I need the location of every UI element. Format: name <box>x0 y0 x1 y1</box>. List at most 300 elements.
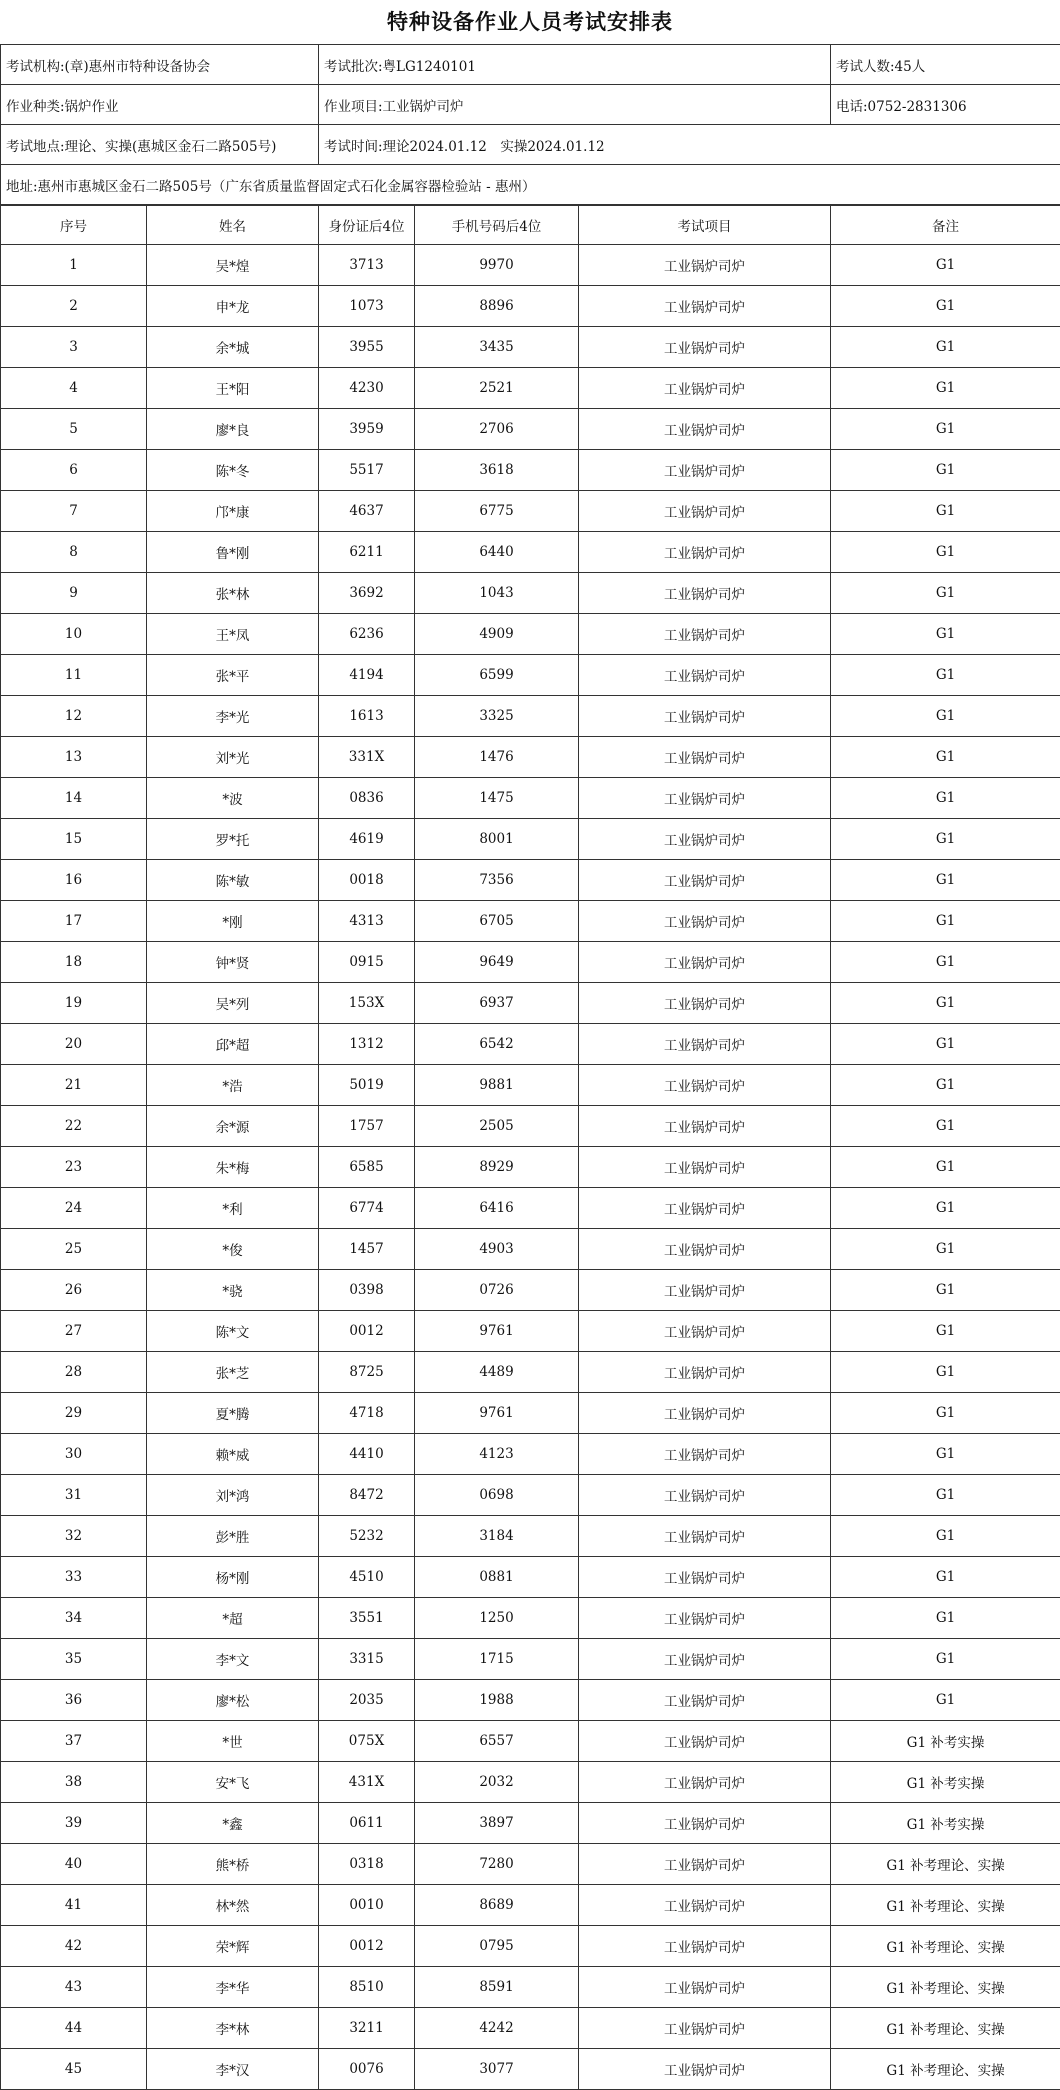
cell-name: 邝*康 <box>147 491 319 532</box>
table-row <box>1 614 1060 655</box>
cell-remarks: G1 <box>831 491 1060 532</box>
cell-id-last4: 2035 <box>319 1680 415 1721</box>
cell-name: 李*文 <box>147 1639 319 1680</box>
cell-index: 31 <box>1 1475 147 1516</box>
cell-remarks: G1 <box>831 1434 1060 1475</box>
cell-name: 陈*冬 <box>147 450 319 491</box>
cell-exam-project: 工业锅炉司炉 <box>579 573 831 614</box>
cell-id-last4: 6236 <box>319 614 415 655</box>
cell-remarks: G1 补考理论、实操 <box>831 2008 1060 2049</box>
cell-index: 16 <box>1 860 147 901</box>
cell-index: 12 <box>1 696 147 737</box>
cell-name: 张*平 <box>147 655 319 696</box>
table-row <box>1 327 1060 368</box>
cell-exam-project: 工业锅炉司炉 <box>579 1393 831 1434</box>
cell-phone-last4: 4903 <box>415 1229 579 1270</box>
cell-name: 罗*托 <box>147 819 319 860</box>
exam-time: 考试时间:理论2024.01.12 实操2024.01.12 <box>319 125 1060 165</box>
exam-location: 考试地点:理论、实操(惠城区金石二路505号) <box>1 125 319 165</box>
cell-id-last4: 4510 <box>319 1557 415 1598</box>
cell-index: 25 <box>1 1229 147 1270</box>
table-row <box>1 1188 1060 1229</box>
table-row <box>1 983 1060 1024</box>
cell-index: 4 <box>1 368 147 409</box>
info-row <box>1 85 1060 125</box>
cell-remarks: G1 补考理论、实操 <box>831 1885 1060 1926</box>
cell-exam-project: 工业锅炉司炉 <box>579 1680 831 1721</box>
cell-index: 6 <box>1 450 147 491</box>
cell-exam-project: 工业锅炉司炉 <box>579 860 831 901</box>
cell-id-last4: 0012 <box>319 1926 415 1967</box>
cell-exam-project: 工业锅炉司炉 <box>579 491 831 532</box>
contact-phone: 电话:0752-2831306 <box>831 85 1060 125</box>
table-row <box>1 1024 1060 1065</box>
cell-index: 43 <box>1 1967 147 2008</box>
cell-id-last4: 0010 <box>319 1885 415 1926</box>
cell-index: 19 <box>1 983 147 1024</box>
cell-remarks: G1 <box>831 860 1060 901</box>
cell-exam-project: 工业锅炉司炉 <box>579 1721 831 1762</box>
cell-name: *超 <box>147 1598 319 1639</box>
cell-exam-project: 工业锅炉司炉 <box>579 450 831 491</box>
cell-name: 李*汉 <box>147 2049 319 2090</box>
table-row <box>1 245 1060 286</box>
cell-phone-last4: 6440 <box>415 532 579 573</box>
cell-id-last4: 1312 <box>319 1024 415 1065</box>
cell-exam-project: 工业锅炉司炉 <box>579 1967 831 2008</box>
cell-name: 张*芝 <box>147 1352 319 1393</box>
table-row <box>1 1311 1060 1352</box>
cell-name: *利 <box>147 1188 319 1229</box>
cell-name: *波 <box>147 778 319 819</box>
cell-phone-last4: 3897 <box>415 1803 579 1844</box>
cell-index: 5 <box>1 409 147 450</box>
exam-info-table <box>0 44 1060 205</box>
cell-phone-last4: 0698 <box>415 1475 579 1516</box>
cell-phone-last4: 3618 <box>415 450 579 491</box>
cell-name: 王*凤 <box>147 614 319 655</box>
cell-index: 38 <box>1 1762 147 1803</box>
cell-remarks: G1 <box>831 532 1060 573</box>
table-row <box>1 860 1060 901</box>
cell-name: *鑫 <box>147 1803 319 1844</box>
cell-index: 34 <box>1 1598 147 1639</box>
cell-index: 32 <box>1 1516 147 1557</box>
cell-index: 14 <box>1 778 147 819</box>
table-row <box>1 1557 1060 1598</box>
table-row <box>1 409 1060 450</box>
cell-id-last4: 0836 <box>319 778 415 819</box>
cell-remarks: G1 <box>831 368 1060 409</box>
cell-remarks: G1 <box>831 983 1060 1024</box>
table-row <box>1 778 1060 819</box>
cell-exam-project: 工业锅炉司炉 <box>579 819 831 860</box>
cell-exam-project: 工业锅炉司炉 <box>579 901 831 942</box>
cell-phone-last4: 3435 <box>415 327 579 368</box>
cell-exam-project: 工业锅炉司炉 <box>579 655 831 696</box>
cell-phone-last4: 9649 <box>415 942 579 983</box>
cell-phone-last4: 6542 <box>415 1024 579 1065</box>
cell-exam-project: 工业锅炉司炉 <box>579 614 831 655</box>
cell-exam-project: 工业锅炉司炉 <box>579 1844 831 1885</box>
table-row <box>1 1434 1060 1475</box>
cell-index: 3 <box>1 327 147 368</box>
table-row <box>1 1065 1060 1106</box>
cell-remarks: G1 <box>831 1024 1060 1065</box>
cell-phone-last4: 1043 <box>415 573 579 614</box>
cell-phone-last4: 0795 <box>415 1926 579 1967</box>
exam-address: 地址:惠州市惠城区金石二路505号（广东省质量监督固定式石化金属容器检验站 - 惠州） <box>1 165 1060 205</box>
table-row <box>1 491 1060 532</box>
cell-remarks: G1 补考理论、实操 <box>831 1926 1060 1967</box>
exam-institution: 考试机构:(章)惠州市特种设备协会 <box>1 45 319 85</box>
cell-phone-last4: 0726 <box>415 1270 579 1311</box>
cell-name: 陈*文 <box>147 1311 319 1352</box>
table-row <box>1 1229 1060 1270</box>
cell-index: 42 <box>1 1926 147 1967</box>
table-row <box>1 1967 1060 2008</box>
cell-phone-last4: 3325 <box>415 696 579 737</box>
cell-phone-last4: 8591 <box>415 1967 579 2008</box>
cell-remarks: G1 <box>831 1229 1060 1270</box>
cell-index: 45 <box>1 2049 147 2090</box>
cell-remarks: G1 <box>831 655 1060 696</box>
cell-phone-last4: 6775 <box>415 491 579 532</box>
cell-remarks: G1 <box>831 819 1060 860</box>
info-row <box>1 45 1060 85</box>
cell-phone-last4: 4242 <box>415 2008 579 2049</box>
cell-name: *骁 <box>147 1270 319 1311</box>
cell-phone-last4: 0881 <box>415 1557 579 1598</box>
cell-exam-project: 工业锅炉司炉 <box>579 1639 831 1680</box>
cell-id-last4: 3713 <box>319 245 415 286</box>
cell-remarks: G1 补考实操 <box>831 1762 1060 1803</box>
cell-exam-project: 工业锅炉司炉 <box>579 737 831 778</box>
cell-name: 陈*敏 <box>147 860 319 901</box>
column-header-id-last4: 身份证后4位 <box>319 206 415 245</box>
table-row <box>1 1885 1060 1926</box>
table-row <box>1 1475 1060 1516</box>
column-header-remarks: 备注 <box>831 206 1060 245</box>
cell-index: 36 <box>1 1680 147 1721</box>
table-row <box>1 1680 1060 1721</box>
cell-remarks: G1 <box>831 696 1060 737</box>
cell-phone-last4: 6705 <box>415 901 579 942</box>
cell-remarks: G1 补考理论、实操 <box>831 2049 1060 2090</box>
cell-exam-project: 工业锅炉司炉 <box>579 1598 831 1639</box>
cell-index: 27 <box>1 1311 147 1352</box>
cell-phone-last4: 1250 <box>415 1598 579 1639</box>
cell-id-last4: 4718 <box>319 1393 415 1434</box>
cell-index: 39 <box>1 1803 147 1844</box>
cell-exam-project: 工业锅炉司炉 <box>579 942 831 983</box>
cell-id-last4: 4194 <box>319 655 415 696</box>
cell-exam-project: 工业锅炉司炉 <box>579 1762 831 1803</box>
cell-id-last4: 0611 <box>319 1803 415 1844</box>
cell-remarks: G1 补考实操 <box>831 1721 1060 1762</box>
cell-remarks: G1 <box>831 1475 1060 1516</box>
cell-name: 余*源 <box>147 1106 319 1147</box>
cell-phone-last4: 9881 <box>415 1065 579 1106</box>
cell-id-last4: 6585 <box>319 1147 415 1188</box>
cell-id-last4: 6774 <box>319 1188 415 1229</box>
cell-index: 30 <box>1 1434 147 1475</box>
cell-exam-project: 工业锅炉司炉 <box>579 1024 831 1065</box>
cell-exam-project: 工业锅炉司炉 <box>579 532 831 573</box>
cell-phone-last4: 1988 <box>415 1680 579 1721</box>
cell-id-last4: 1613 <box>319 696 415 737</box>
cell-id-last4: 4410 <box>319 1434 415 1475</box>
cell-name: 钟*贤 <box>147 942 319 983</box>
cell-remarks: G1 <box>831 778 1060 819</box>
cell-index: 2 <box>1 286 147 327</box>
cell-index: 29 <box>1 1393 147 1434</box>
cell-remarks: G1 <box>831 450 1060 491</box>
cell-phone-last4: 9970 <box>415 245 579 286</box>
cell-phone-last4: 6937 <box>415 983 579 1024</box>
table-row <box>1 1516 1060 1557</box>
cell-name: 彭*胜 <box>147 1516 319 1557</box>
table-row <box>1 696 1060 737</box>
cell-phone-last4: 9761 <box>415 1311 579 1352</box>
cell-exam-project: 工业锅炉司炉 <box>579 368 831 409</box>
cell-exam-project: 工业锅炉司炉 <box>579 286 831 327</box>
cell-index: 13 <box>1 737 147 778</box>
cell-name: 余*城 <box>147 327 319 368</box>
cell-name: 张*林 <box>147 573 319 614</box>
cell-index: 33 <box>1 1557 147 1598</box>
info-row <box>1 165 1060 205</box>
cell-exam-project: 工业锅炉司炉 <box>579 983 831 1024</box>
cell-name: 申*龙 <box>147 286 319 327</box>
cell-name: 李*光 <box>147 696 319 737</box>
cell-name: 朱*梅 <box>147 1147 319 1188</box>
cell-remarks: G1 <box>831 901 1060 942</box>
cell-phone-last4: 6416 <box>415 1188 579 1229</box>
cell-phone-last4: 4489 <box>415 1352 579 1393</box>
cell-remarks: G1 <box>831 1639 1060 1680</box>
cell-exam-project: 工业锅炉司炉 <box>579 409 831 450</box>
cell-phone-last4: 9761 <box>415 1393 579 1434</box>
cell-index: 35 <box>1 1639 147 1680</box>
cell-id-last4: 4230 <box>319 368 415 409</box>
cell-index: 26 <box>1 1270 147 1311</box>
table-row <box>1 1803 1060 1844</box>
table-row <box>1 1844 1060 1885</box>
cell-exam-project: 工业锅炉司炉 <box>579 1352 831 1393</box>
table-row <box>1 1147 1060 1188</box>
cell-exam-project: 工业锅炉司炉 <box>579 2008 831 2049</box>
cell-exam-project: 工业锅炉司炉 <box>579 1270 831 1311</box>
cell-name: 邱*超 <box>147 1024 319 1065</box>
cell-index: 9 <box>1 573 147 614</box>
cell-phone-last4: 6599 <box>415 655 579 696</box>
cell-exam-project: 工业锅炉司炉 <box>579 1434 831 1475</box>
cell-exam-project: 工业锅炉司炉 <box>579 1803 831 1844</box>
cell-remarks: G1 <box>831 1270 1060 1311</box>
cell-phone-last4: 8896 <box>415 286 579 327</box>
work-project: 作业项目:工业锅炉司炉 <box>319 85 831 125</box>
cell-phone-last4: 4123 <box>415 1434 579 1475</box>
cell-remarks: G1 <box>831 573 1060 614</box>
cell-id-last4: 6211 <box>319 532 415 573</box>
cell-index: 44 <box>1 2008 147 2049</box>
cell-id-last4: 1073 <box>319 286 415 327</box>
cell-index: 28 <box>1 1352 147 1393</box>
cell-exam-project: 工业锅炉司炉 <box>579 1188 831 1229</box>
column-header-exam-project: 考试项目 <box>579 206 831 245</box>
cell-name: 李*华 <box>147 1967 319 2008</box>
cell-exam-project: 工业锅炉司炉 <box>579 1475 831 1516</box>
cell-remarks: G1 补考实操 <box>831 1803 1060 1844</box>
cell-id-last4: 3315 <box>319 1639 415 1680</box>
cell-phone-last4: 7356 <box>415 860 579 901</box>
cell-exam-project: 工业锅炉司炉 <box>579 2049 831 2090</box>
cell-phone-last4: 1476 <box>415 737 579 778</box>
cell-id-last4: 431X <box>319 1762 415 1803</box>
cell-id-last4: 8510 <box>319 1967 415 2008</box>
cell-exam-project: 工业锅炉司炉 <box>579 245 831 286</box>
table-row <box>1 286 1060 327</box>
table-row <box>1 901 1060 942</box>
column-header-index: 序号 <box>1 206 147 245</box>
cell-name: 刘*鸿 <box>147 1475 319 1516</box>
cell-name: *浩 <box>147 1065 319 1106</box>
cell-index: 7 <box>1 491 147 532</box>
cell-id-last4: 4637 <box>319 491 415 532</box>
cell-name: 刘*光 <box>147 737 319 778</box>
cell-exam-project: 工业锅炉司炉 <box>579 1147 831 1188</box>
cell-remarks: G1 <box>831 245 1060 286</box>
cell-remarks: G1 <box>831 1393 1060 1434</box>
cell-index: 24 <box>1 1188 147 1229</box>
cell-index: 11 <box>1 655 147 696</box>
cell-id-last4: 3959 <box>319 409 415 450</box>
cell-exam-project: 工业锅炉司炉 <box>579 1311 831 1352</box>
cell-phone-last4: 8689 <box>415 1885 579 1926</box>
cell-id-last4: 3211 <box>319 2008 415 2049</box>
cell-remarks: G1 <box>831 1680 1060 1721</box>
cell-remarks: G1 <box>831 327 1060 368</box>
table-row <box>1 655 1060 696</box>
work-type: 作业种类:锅炉作业 <box>1 85 319 125</box>
table-row <box>1 1926 1060 1967</box>
cell-index: 15 <box>1 819 147 860</box>
cell-index: 20 <box>1 1024 147 1065</box>
cell-remarks: G1 <box>831 1311 1060 1352</box>
exam-batch: 考试批次:粤LG1240101 <box>319 45 831 85</box>
cell-name: 熊*桥 <box>147 1844 319 1885</box>
cell-index: 17 <box>1 901 147 942</box>
cell-exam-project: 工业锅炉司炉 <box>579 1065 831 1106</box>
cell-name: *刚 <box>147 901 319 942</box>
cell-name: 王*阳 <box>147 368 319 409</box>
cell-index: 22 <box>1 1106 147 1147</box>
table-row <box>1 737 1060 778</box>
cell-name: 鲁*刚 <box>147 532 319 573</box>
cell-id-last4: 8725 <box>319 1352 415 1393</box>
cell-exam-project: 工业锅炉司炉 <box>579 1557 831 1598</box>
cell-index: 8 <box>1 532 147 573</box>
cell-phone-last4: 2505 <box>415 1106 579 1147</box>
cell-phone-last4: 2706 <box>415 409 579 450</box>
cell-id-last4: 3551 <box>319 1598 415 1639</box>
cell-name: 赖*威 <box>147 1434 319 1475</box>
table-row <box>1 1639 1060 1680</box>
cell-remarks: G1 <box>831 1106 1060 1147</box>
cell-id-last4: 1457 <box>319 1229 415 1270</box>
info-row <box>1 125 1060 165</box>
cell-phone-last4: 3184 <box>415 1516 579 1557</box>
cell-index: 23 <box>1 1147 147 1188</box>
cell-remarks: G1 <box>831 1557 1060 1598</box>
cell-remarks: G1 <box>831 614 1060 655</box>
cell-id-last4: 0018 <box>319 860 415 901</box>
table-row <box>1 942 1060 983</box>
cell-name: 杨*刚 <box>147 1557 319 1598</box>
exam-candidate-count: 考试人数:45人 <box>831 45 1060 85</box>
cell-name: 吴*列 <box>147 983 319 1024</box>
cell-id-last4: 153X <box>319 983 415 1024</box>
table-row <box>1 532 1060 573</box>
cell-index: 37 <box>1 1721 147 1762</box>
table-row <box>1 1393 1060 1434</box>
cell-id-last4: 0318 <box>319 1844 415 1885</box>
cell-phone-last4: 7280 <box>415 1844 579 1885</box>
cell-remarks: G1 <box>831 1147 1060 1188</box>
cell-remarks: G1 <box>831 942 1060 983</box>
cell-remarks: G1 <box>831 286 1060 327</box>
table-row <box>1 2049 1060 2090</box>
table-row <box>1 819 1060 860</box>
cell-id-last4: 5232 <box>319 1516 415 1557</box>
cell-index: 21 <box>1 1065 147 1106</box>
candidate-rows <box>1 245 1060 2090</box>
table-row <box>1 1106 1060 1147</box>
table-row <box>1 1352 1060 1393</box>
cell-name: 夏*腾 <box>147 1393 319 1434</box>
cell-exam-project: 工业锅炉司炉 <box>579 778 831 819</box>
cell-id-last4: 4313 <box>319 901 415 942</box>
table-row <box>1 450 1060 491</box>
cell-remarks: G1 <box>831 1065 1060 1106</box>
cell-remarks: G1 补考理论、实操 <box>831 1967 1060 2008</box>
cell-id-last4: 075X <box>319 1721 415 1762</box>
cell-index: 1 <box>1 245 147 286</box>
table-row <box>1 1598 1060 1639</box>
table-row <box>1 368 1060 409</box>
cell-id-last4: 3692 <box>319 573 415 614</box>
cell-remarks: G1 <box>831 1352 1060 1393</box>
cell-phone-last4: 2032 <box>415 1762 579 1803</box>
table-row <box>1 2008 1060 2049</box>
cell-phone-last4: 1475 <box>415 778 579 819</box>
column-header-name: 姓名 <box>147 206 319 245</box>
cell-exam-project: 工业锅炉司炉 <box>579 1106 831 1147</box>
cell-index: 18 <box>1 942 147 983</box>
cell-id-last4: 0398 <box>319 1270 415 1311</box>
cell-exam-project: 工业锅炉司炉 <box>579 696 831 737</box>
cell-phone-last4: 8001 <box>415 819 579 860</box>
candidate-table <box>0 205 1060 2090</box>
cell-id-last4: 0915 <box>319 942 415 983</box>
cell-phone-last4: 6557 <box>415 1721 579 1762</box>
column-header-phone-last4: 手机号码后4位 <box>415 206 579 245</box>
cell-name: *世 <box>147 1721 319 1762</box>
cell-id-last4: 4619 <box>319 819 415 860</box>
cell-id-last4: 5517 <box>319 450 415 491</box>
cell-id-last4: 0076 <box>319 2049 415 2090</box>
